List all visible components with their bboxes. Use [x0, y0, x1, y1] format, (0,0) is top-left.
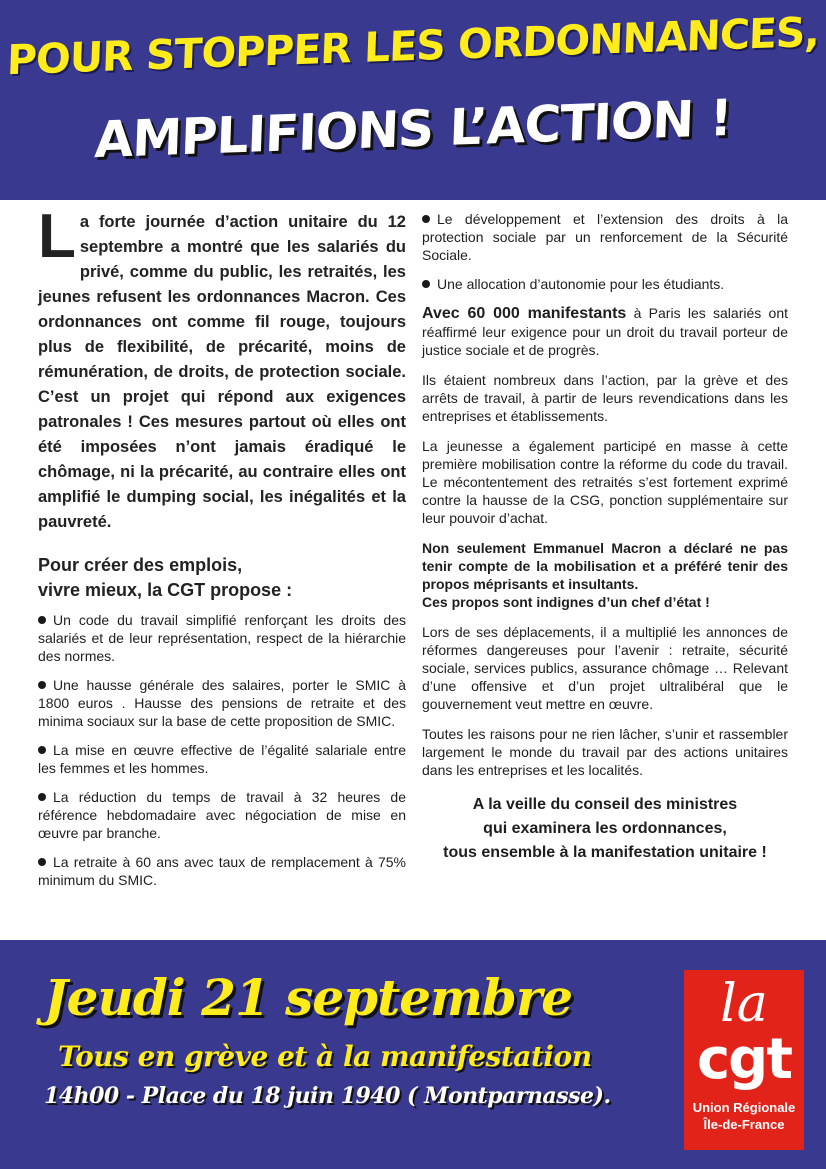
- propose-title-line-1: Pour créer des emplois,: [38, 555, 243, 575]
- manifestants-lead: Avec 60 000 manifestants: [422, 305, 627, 322]
- macron-paragraph: Non seulement Emmanuel Macron a déclaré ne pas tenir compte de la mobilisation et a préféré tenir des propos méprisants et insultants. Ces propos sont indignes d’un chef d’état !: [422, 540, 788, 610]
- logo-la-text: la: [720, 974, 768, 1034]
- jeunesse-paragraph: La jeunesse a également participé en masse à cette première mobilisation contre la réforme du code du travail. Le mécontentement des retraités s’est fortement exprimé contre la hausse de la CSG, ponction supplémentaire sur leur pouvoir d’achat.: [422, 438, 788, 526]
- left-column: [38, 202, 406, 900]
- headline-line-1: POUR STOPPER LES ORDONNANCES,: [6, 7, 820, 85]
- bullet-dot-icon: [38, 746, 46, 754]
- manifestants-paragraph: Avec 60 000 manifestants à Paris les salariés ont réaffirmé leur exigence pour un droit du travail porteur de justice sociale et de progrès.: [422, 305, 788, 358]
- list-item: La retraite à 60 ans avec taux de remplacement à 75% minimum du SMIC.: [38, 854, 406, 888]
- list-item: La réduction du temps de travail à 32 heures de référence hebdomadaire avec négociation de mise en œuvre par branche.: [38, 789, 406, 841]
- closing-call: A la veille du conseil des ministres qui examinera les ordonnances, tous ensemble à la manifestation unitaire !: [443, 796, 767, 861]
- logo-union-line-2: Île-de-France: [703, 1117, 785, 1132]
- bullet-dot-icon: [38, 681, 46, 689]
- bullet-dot-icon: [422, 215, 430, 223]
- propose-title: [38, 553, 406, 603]
- cgt-logo: [684, 970, 804, 1150]
- action-paragraph: Ils étaient nombreux dans l’action, par la grève et des arrêts de travail, à partir de leurs revendications dans les entreprises et établissements.: [422, 372, 788, 424]
- header-banner: [0, 0, 826, 200]
- event-date: Jeudi 21 septembre: [44, 968, 573, 1027]
- list-item: Un code du travail simplifié renforçant les droits des salariés et de leur représentation, respect de la hiérarchie des normes.: [38, 612, 406, 664]
- footer-banner: [0, 940, 826, 1169]
- deplacements-paragraph: Lors de ses déplacements, il a multiplié les annonces de réformes dangereuses pour l’avenir : retraite, sécurité sociale, services publics, assurance chômage … Relevant d’une offensive et d’un projet ultralibéral que le gouvernement veut mettre en œuvre.: [422, 624, 788, 712]
- bullet-dot-icon: [422, 280, 430, 288]
- drop-cap: L: [38, 202, 76, 271]
- list-item: Le développement et l’extension des droits à la protection sociale par un renforcement de la Sécurité Sociale.: [422, 211, 788, 263]
- bullet-dot-icon: [38, 793, 46, 801]
- strike-call: Tous en grève et à la manifestation: [58, 1040, 592, 1073]
- logo-cgt-text: cgt: [696, 1027, 792, 1092]
- list-item: Une hausse générale des salaires, porter le SMIC à 1800 euros . Hausse des pensions de retraite et des minima sociaux sur la base de cette proposition de SMIC.: [38, 677, 406, 729]
- raisons-paragraph: Toutes les raisons pour ne rien lâcher, s’unir et rassembler largement le monde du travail par des actions unitaires dans les entreprises et les localités.: [422, 726, 788, 778]
- bullet-dot-icon: [38, 616, 46, 624]
- intro-paragraph: [38, 202, 406, 535]
- bullet-dot-icon: [38, 858, 46, 866]
- event-place: 14h00 - Place du 18 juin 1940 ( Montparnasse).: [44, 1083, 611, 1109]
- list-item: Une allocation d’autonomie pour les étudiants.: [422, 275, 788, 293]
- intro-text: a forte journée d’action unitaire du 12 septembre a montré que les salariés du privé, comme du public, les retraités, les jeunes refusent les ordonnances Macron. Ces ordonnances ont comme fil rouge, toujours plus de flexibilité, de précarité, moins de rémunération, de droits, de protection sociale. C’est un projet qui répond aux exigences patronales ! Ces mesures partout où elles ont été imposées n’ont jamais éradiqué le chômage, ni la précarité, au contraire elles ont amplifié le dumping social, les inégalités et la pauvreté.: [38, 213, 406, 531]
- right-column: [422, 210, 788, 865]
- headline-line-2: AMPLIFIONS L’ACTION !: [93, 88, 733, 170]
- propose-title-line-2: vivre mieux, la CGT propose :: [38, 580, 293, 600]
- logo-union-line-1: Union Régionale: [692, 1100, 796, 1115]
- list-item: La mise en œuvre effective de l’égalité salariale entre les femmes et les hommes.: [38, 742, 406, 776]
